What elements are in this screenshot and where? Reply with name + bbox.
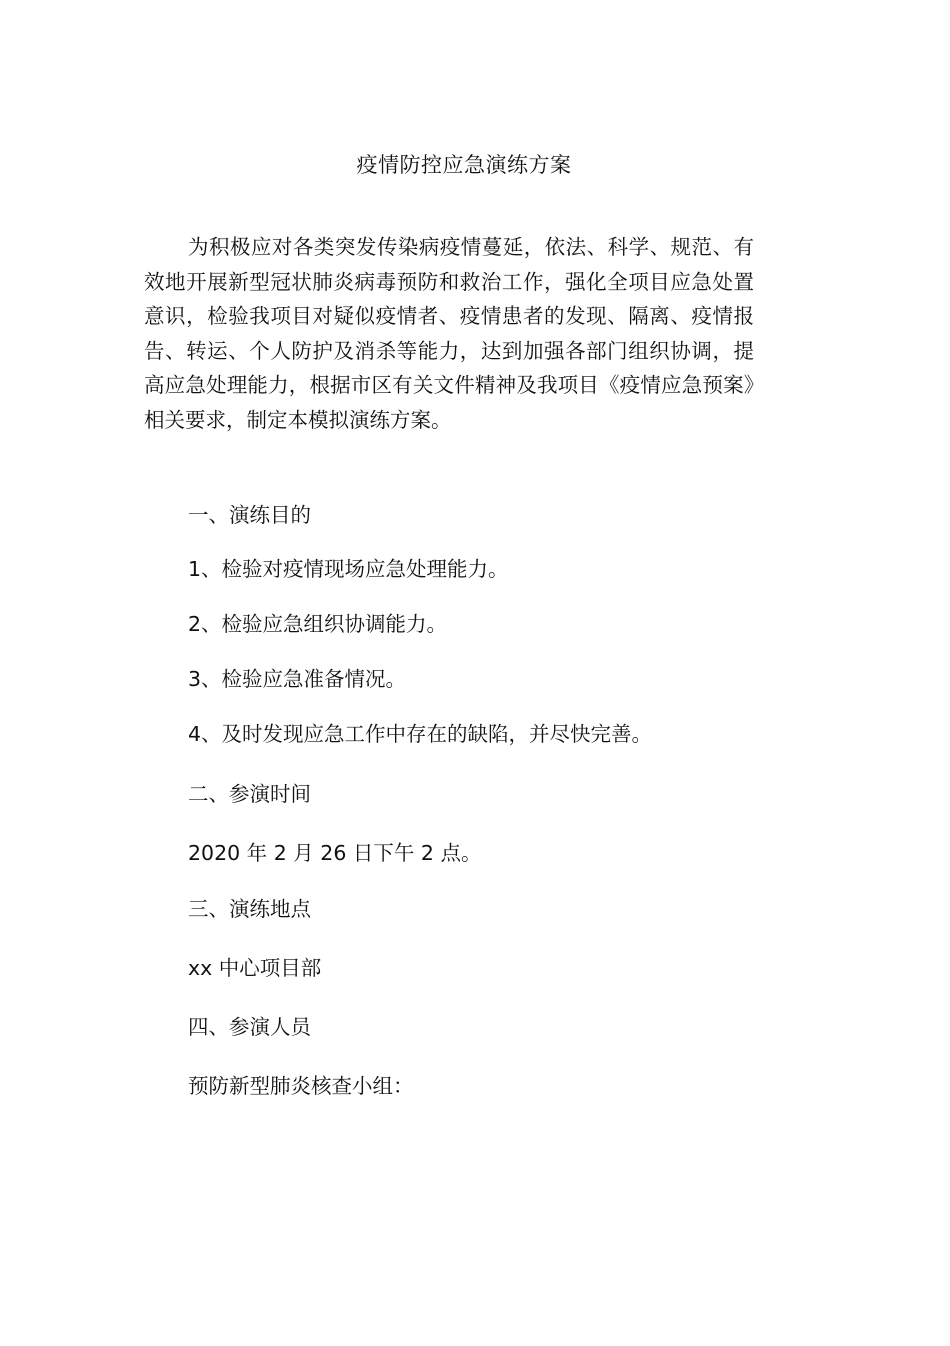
purpose-item-2: 2、检验应急组织协调能力。: [188, 612, 448, 636]
drill-time: 2020 年 2 月 26 日下午 2 点。: [188, 841, 482, 865]
intro-paragraph: 为积极应对各类突发传染病疫情蔓延，依法、科学、规范、有效地开展新型冠状肺炎病毒预防和救治工作，强化全项目应急处置意识，检验我项目对疑似疫情者、疫情患者的发现、隔离、疫情报告、转运、个人防护及消杀等能力，达到加强各部门组织协调，提高应急处理能力，根据市区有关文件精神及我项目《疫情应急预案》相关要求，制定本模拟演练方案。: [144, 235, 754, 432]
section-heading-participants: 四、参演人员: [188, 1015, 311, 1039]
participants-group: 预防新型肺炎核查小组：: [188, 1074, 414, 1098]
drill-location: xx 中心项目部: [188, 956, 322, 980]
purpose-item-3: 3、检验应急准备情况。: [188, 667, 407, 691]
document-title: 疫情防控应急演练方案: [356, 153, 572, 177]
section-heading-purpose: 一、演练目的: [188, 503, 311, 527]
purpose-item-1: 1、检验对疫情现场应急处理能力。: [188, 557, 509, 581]
section-heading-time: 二、参演时间: [188, 782, 311, 806]
purpose-item-4: 4、及时发现应急工作中存在的缺陷，并尽快完善。: [188, 722, 653, 746]
section-heading-location: 三、演练地点: [188, 897, 311, 921]
